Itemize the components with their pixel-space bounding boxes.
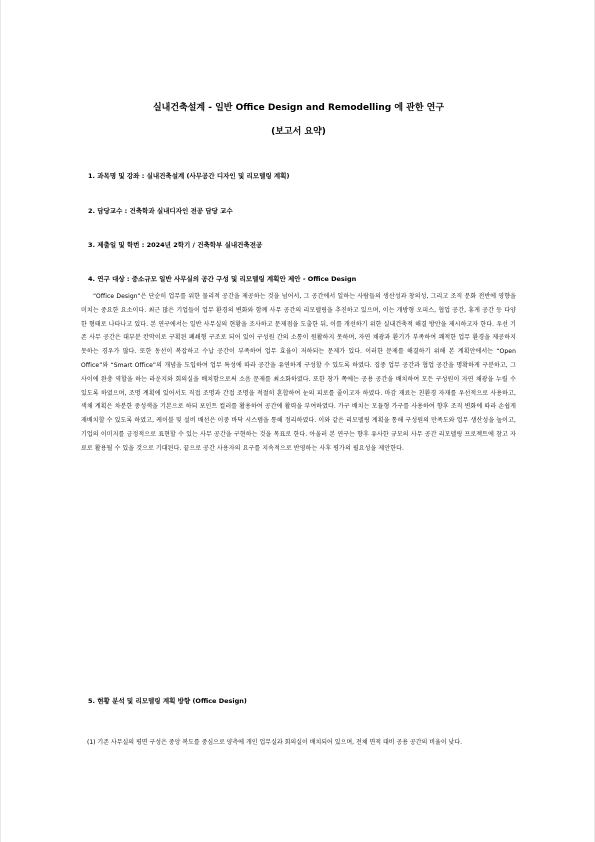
title-line-1: 실내건축설계 - 일반 Office Design and Remodelling 에 관한 연구 <box>152 103 445 113</box>
meta-line-subject: 4. 연구 대상 : 중소규모 일반 사무실의 공간 구성 및 리모델링 계획안 제안 - Office Design <box>88 275 357 283</box>
body-paragraph: “Office Design”은 단순히 업무를 위한 물리적 공간을 제공하는 것을 넘어서, 그 공간에서 일하는 사람들의 생산성과 창의성, 그리고 조직 문화 전반에 영향을 미치는 중요한 요소이다. 최근 많은 기업들이 업무 환경의 변화와 함께 사무 공간의 리모델링을 추진하고 있으며, 이는 개방형 오피스, 협업 공간, 휴게 공간 등 다양한 형태로 나타나고 있다. 본 연구에서는 일반 사무실의 현황을 조사하고 문제점을 도출한 뒤, 이를 개선하기 위한 실내건축적 해결 방안을 제시하고자 한다. 우선 기존 사무 공간은 대부분 칸막이로 구획된 폐쇄형 구조로 되어 있어 구성원 간의 소통이 원활하지 못하며, 자연 채광과 환기가 부족하여 쾌적한 업무 환경을 제공하지 못하는 경우가 많다. 또한 동선이 복잡하고 수납 공간이 부족하여 업무 효율이 저하되는 문제가 있다. 이러한 문제를 해결하기 위해 본 계획안에서는 “Open Office”와 “Smart Office”의 개념을 도입하여 업무 특성에 따라 공간을 유연하게 구성할 수 있도록 하였다. 집중 업무 공간과 협업 공간을 명확하게 구분하고, 그 사이에 완충 역할을 하는 라운지와 회의실을 배치함으로써 소음 문제를 최소화하였다. 또한 창가 쪽에는 공용 공간을 배치하여 모든 구성원이 자연 채광을 누릴 수 있도록 하였으며, 조명 계획에 있어서도 직접 조명과 간접 조명을 적절히 혼합하여 눈의 피로를 줄이고자 하였다. 마감 재료는 친환경 자재를 우선적으로 사용하고, 색채 계획은 차분한 중성색을 기본으로 하되 포인트 컬러를 활용하여 공간에 활력을 부여하였다. 가구 배치는 모듈형 가구를 사용하여 향후 조직 변화에 따라 손쉽게 재배치할 수 있도록 하였고, 케이블 및 설비 배선은 이중 바닥 시스템을 통해 정리하였다. 이와 같은 리모델링 계획을 통해 구성원의 만족도와 업무 생산성을 높이고, 기업의 이미지를 긍정적으로 표현할 수 있는 사무 공간을 구현하는 것을 목표로 한다. 아울러 본 연구는 향후 유사한 규모의 사무 공간 리모델링 프로젝트에 참고 자료로 활용될 수 있을 것으로 기대된다. 끝으로 공간 사용자의 요구를 지속적으로 반영하는 사후 평가의 필요성을 제안한다. <box>81 293 516 452</box>
meta-line-professor: 2. 담당교수 : 건축학과 실내디자인 전공 담당 교수 <box>88 207 233 215</box>
section-heading: 5. 현황 분석 및 리모델링 계획 방향 (Office Design) <box>88 697 247 705</box>
meta-line-course: 1. 과목명 및 강좌 : 실내건축설계 (사무공간 디자인 및 리모델링 계획) <box>88 172 290 180</box>
title-line-2: (보고서 요약) <box>271 127 326 137</box>
meta-line-date: 3. 제출일 및 학번 : 2024년 2학기 / 건축학부 실내건축전공 <box>88 241 263 249</box>
section-first-line: (1) 기존 사무실의 평면 구성은 중앙 복도를 중심으로 양측에 개인 업무실과 회의실이 배치되어 있으며, 전체 면적 대비 공용 공간의 비율이 낮다. <box>87 739 463 746</box>
document-title <box>81 96 516 144</box>
